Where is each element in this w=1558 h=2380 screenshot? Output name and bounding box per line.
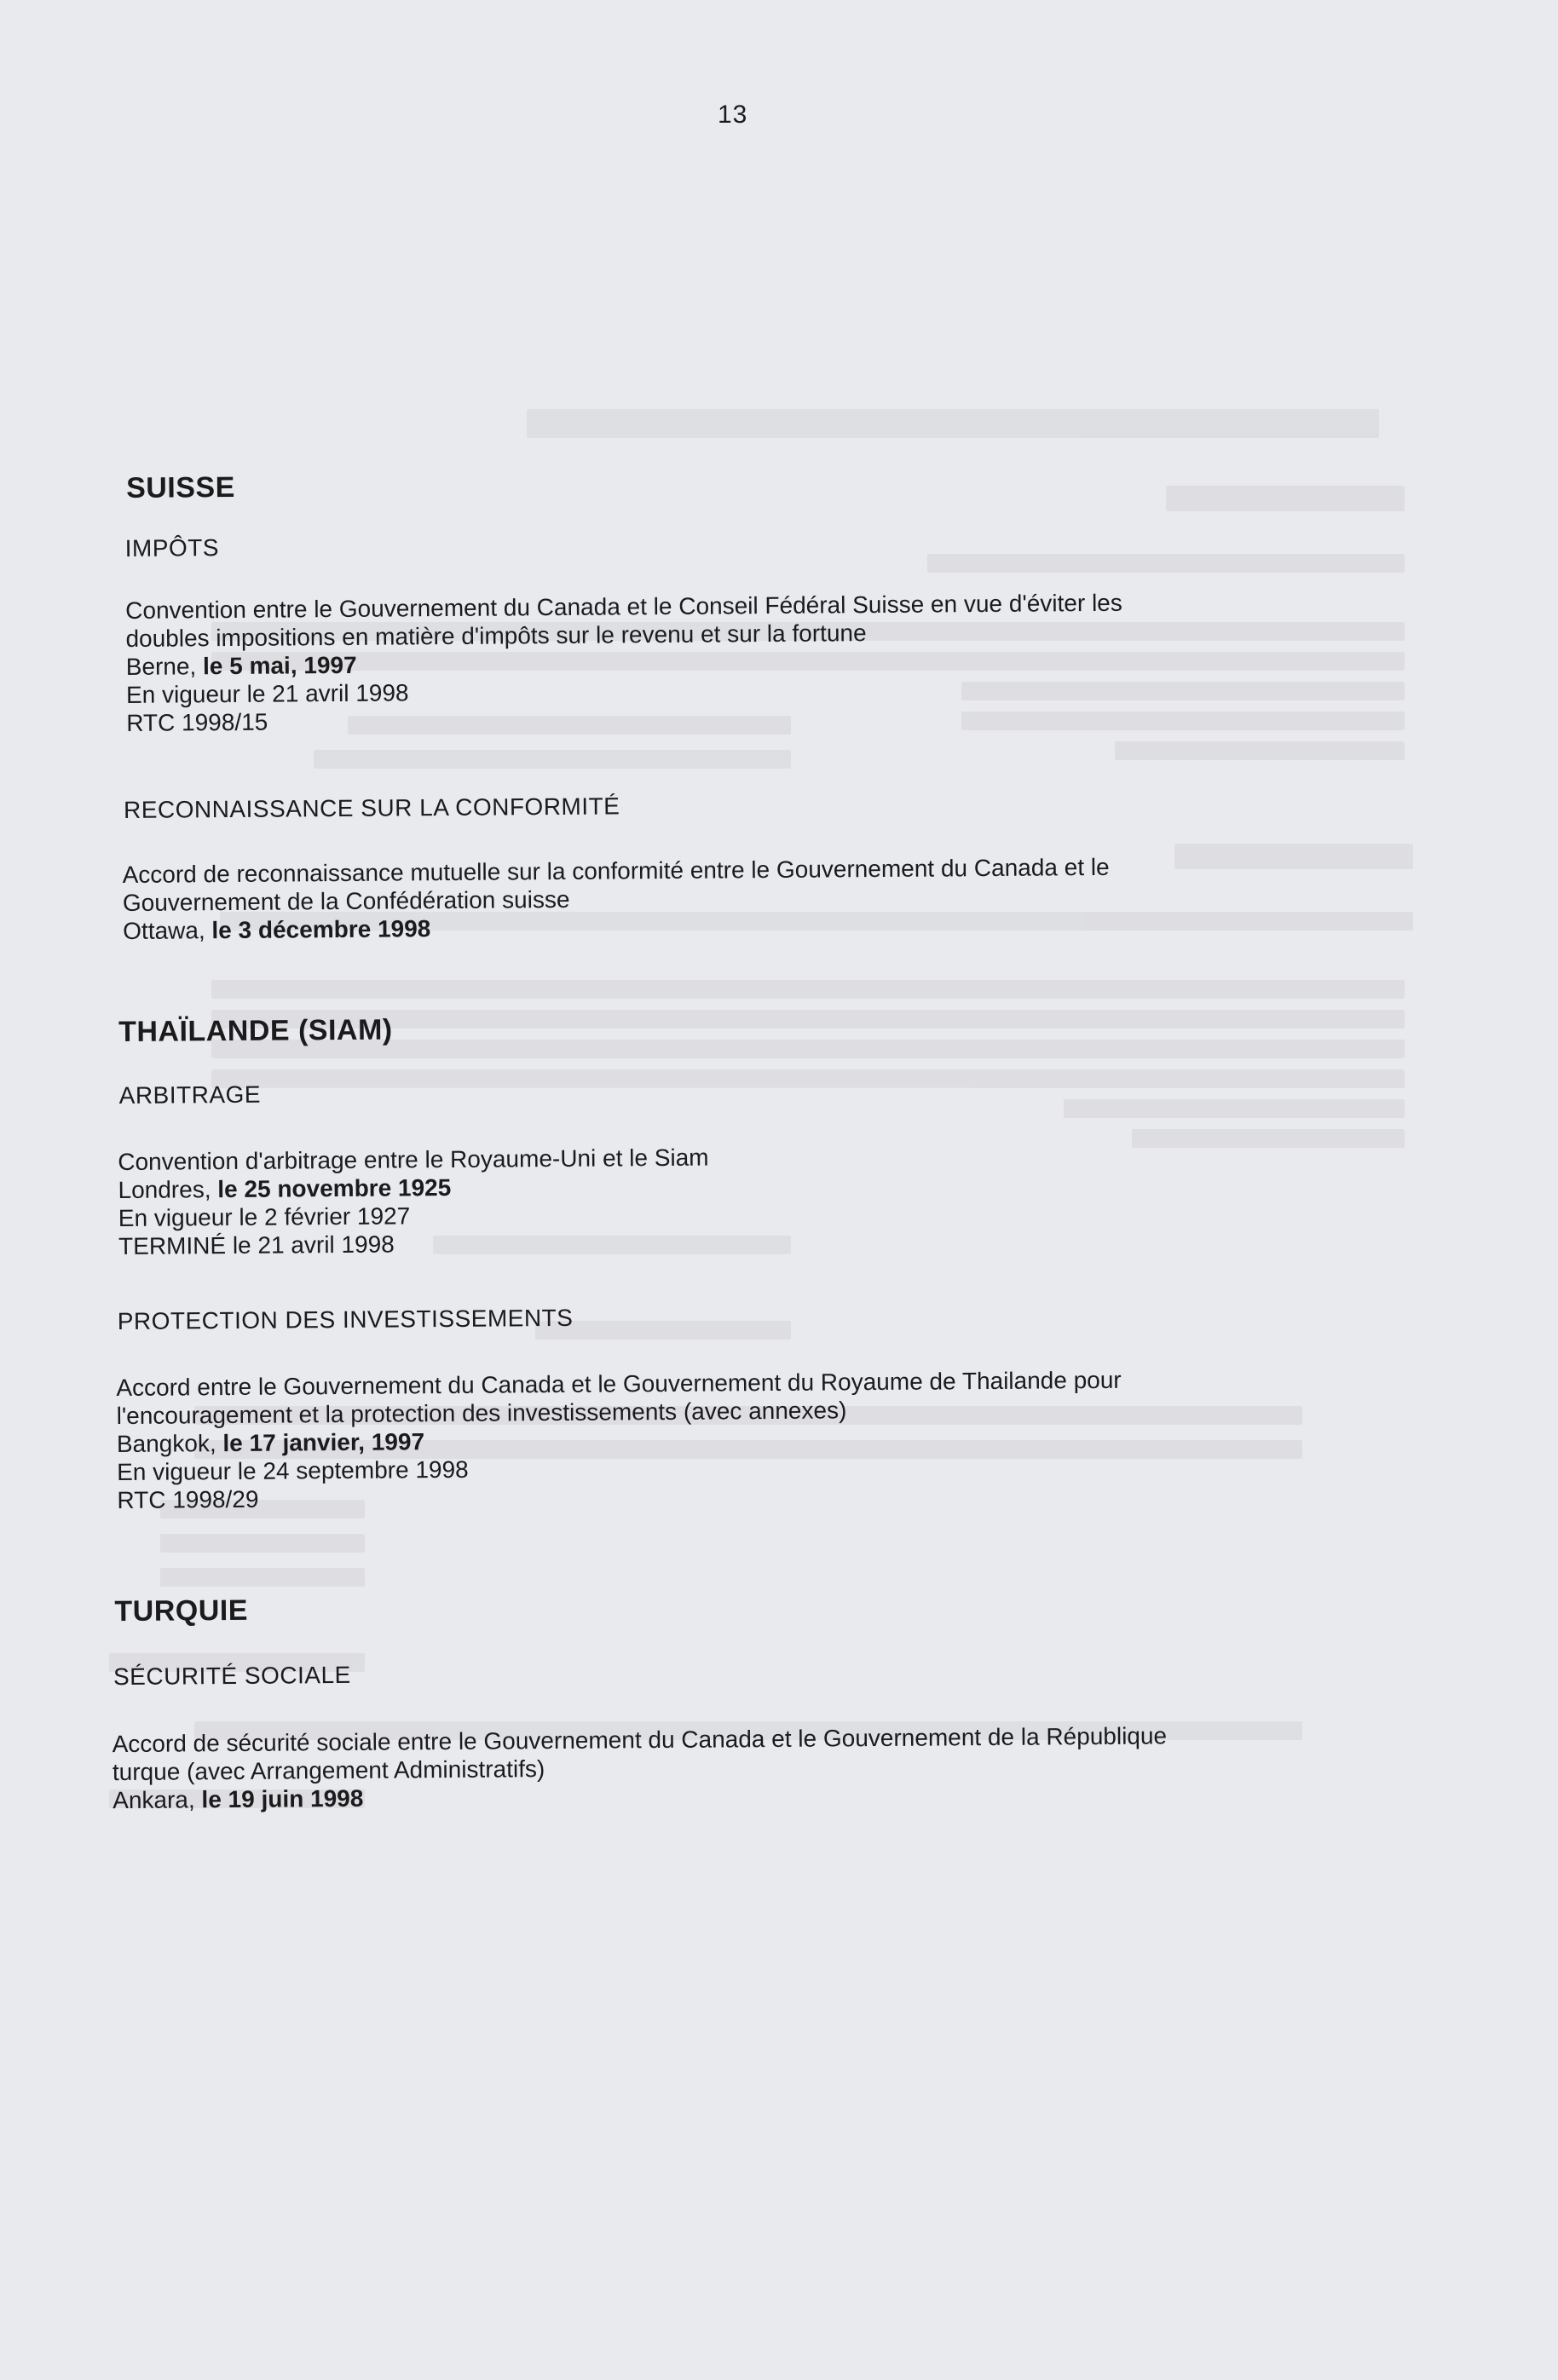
signature-place: Bangkok, bbox=[116, 1430, 216, 1458]
country-heading: SUISSE bbox=[125, 470, 235, 504]
signature-place: Berne, bbox=[125, 653, 197, 680]
treaty-title-line: Convention d'arbitrage entre le Royaume-Uni et le Siam bbox=[118, 1144, 709, 1176]
treaty-title-line: turque (avec Arrangement Administratifs) bbox=[112, 1755, 545, 1786]
signature-place: Londres, bbox=[118, 1176, 211, 1204]
signature-date: le 17 janvier, 1997 bbox=[222, 1428, 425, 1457]
terminated-line: TERMINÉ le 21 avril 1998 bbox=[118, 1230, 395, 1260]
category-heading: SÉCURITÉ SOCIALE bbox=[113, 1661, 351, 1691]
treaty-title-line: doubles impositions en matière d'impôts sur le revenu et sur la fortune bbox=[125, 619, 867, 652]
signature-place: Ankara, bbox=[113, 1786, 195, 1814]
signature-date: le 5 mai, 1997 bbox=[202, 651, 357, 680]
treaty-entry bbox=[125, 586, 1370, 736]
category-heading: ARBITRAGE bbox=[118, 1081, 262, 1109]
page-number: 13 bbox=[718, 101, 748, 129]
reference-line: RTC 1998/15 bbox=[126, 708, 268, 736]
signature-place: Ottawa, bbox=[123, 917, 205, 944]
treaty-title-line: Convention entre le Gouvernement du Canada et le Conseil Fédéral Suisse en vue d'éviter les bbox=[125, 589, 1122, 624]
treaty-title-line: Accord de reconnaissance mutuelle sur la conformité entre le Gouvernement du Canada et le bbox=[122, 853, 1110, 888]
in-force-line: En vigueur le 2 février 1927 bbox=[118, 1202, 411, 1232]
treaty-title-line: Accord de sécurité sociale entre le Gouvernement du Canada et le Gouvernement de la République bbox=[112, 1722, 1168, 1758]
category-heading: IMPÔTS bbox=[124, 534, 220, 562]
treaty-entry bbox=[113, 1720, 1358, 1814]
signature-date: le 25 novembre 1925 bbox=[217, 1173, 452, 1203]
category-heading: PROTECTION DES INVESTISSEMENTS bbox=[117, 1304, 574, 1335]
country-heading: THAÏLANDE (SIAM) bbox=[118, 1013, 393, 1049]
treaty-title-line: l'encouragement et la protection des investissements (avec annexes) bbox=[116, 1397, 847, 1430]
signature-date: le 3 décembre 1998 bbox=[211, 915, 431, 944]
treaty-entry bbox=[118, 1138, 1363, 1260]
country-heading: TURQUIE bbox=[114, 1593, 249, 1628]
treaty-entry bbox=[116, 1364, 1361, 1514]
treaty-entry bbox=[123, 851, 1368, 945]
reference-line: RTC 1998/29 bbox=[117, 1485, 259, 1514]
in-force-line: En vigueur le 21 avril 1998 bbox=[125, 679, 409, 708]
in-force-line: En vigueur le 24 septembre 1998 bbox=[117, 1455, 469, 1486]
treaty-title-line: Accord entre le Gouvernement du Canada et le Gouvernement du Royaume de Thailande pour bbox=[116, 1366, 1122, 1402]
signature-date: le 19 juin 1998 bbox=[201, 1784, 364, 1813]
treaty-title-line: Gouvernement de la Confédération suisse bbox=[122, 885, 570, 916]
category-heading: RECONNAISSANCE SUR LA CONFORMITÉ bbox=[123, 792, 620, 823]
